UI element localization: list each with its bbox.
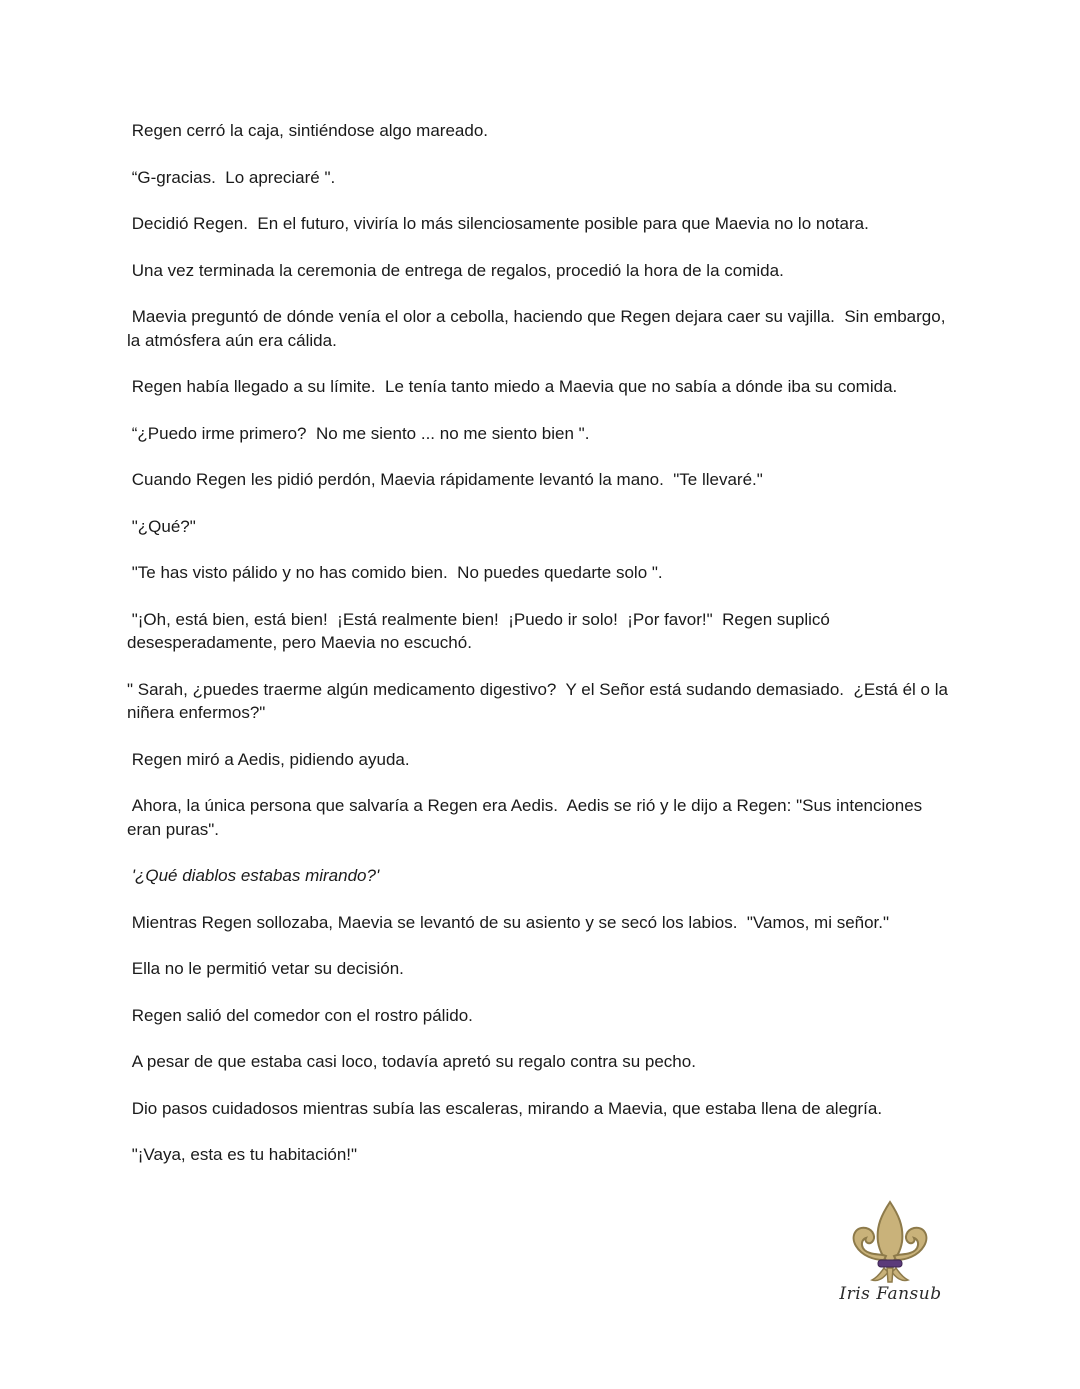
paragraph: "¿Qué?" <box>127 516 196 536</box>
paragraph: “¿Puedo irme primero? No me siento ... no me siento bien ". <box>127 423 590 443</box>
fleur-de-lis-icon <box>844 1198 936 1288</box>
paragraph: " Sarah, ¿puedes traerme algún medicamento digestivo? Y el Señor está sudando demasiado. ¿Está él o la niñera enfermos?" <box>127 679 953 722</box>
paragraph: “G-gracias. Lo apreciaré ". <box>127 167 336 187</box>
paragraph: Mientras Regen sollozaba, Maevia se levantó de su asiento y se secó los labios. "Vamos, mi señor." <box>127 912 890 932</box>
paragraph: Regen salió del comedor con el rostro pálido. <box>127 1005 473 1025</box>
paragraph: Ahora, la única persona que salvaría a Regen era Aedis. Aedis se rió y le dijo a Regen: "Sus intenciones eran puras". <box>127 796 927 839</box>
paragraph: "¡Oh, está bien, está bien! ¡Está realmente bien! ¡Puedo ir solo! ¡Por favor!" Regen suplicó desesperadamente, pero Maevia no escuchó. <box>127 609 835 652</box>
paragraph: Una vez terminada la ceremonia de entrega de regalos, procedió la hora de la comida. <box>127 260 784 280</box>
paragraph: Regen cerró la caja, sintiéndose algo mareado. <box>127 121 489 140</box>
document-body <box>127 119 957 1190</box>
paragraph: Maevia preguntó de dónde venía el olor a cebolla, haciendo que Regen dejara caer su vajilla. Sin embargo, la atmósfera aún era cálida. <box>127 307 951 350</box>
paragraph: Decidió Regen. En el futuro, viviría lo más silenciosamente posible para que Maevia no lo notara. <box>127 214 869 233</box>
paragraph: Regen miró a Aedis, pidiendo ayuda. <box>127 749 410 769</box>
paragraph: Dio pasos cuidadosos mientras subía las escaleras, mirando a Maevia, que estaba llena de alegría. <box>127 1098 883 1118</box>
paragraph: "Te has visto pálido y no has comido bien. No puedes quedarte solo ". <box>127 563 663 582</box>
paragraph: Regen había llegado a su límite. Le tenía tanto miedo a Maevia que no sabía a dónde iba su comida. <box>127 377 898 396</box>
paragraph: '¿Qué diablos estabas mirando?' <box>127 866 380 885</box>
paragraph: Ella no le permitió vetar su decisión. <box>127 959 404 978</box>
paragraph: "¡Vaya, esta es tu habitación!" <box>127 1145 358 1164</box>
paragraph: Cuando Regen les pidió perdón, Maevia rápidamente levantó la mano. "Te llevaré." <box>127 470 763 489</box>
paragraph: A pesar de que estaba casi loco, todavía apretó su regalo contra su pecho. <box>127 1052 696 1071</box>
logo-text: Iris Fansub <box>839 1284 942 1304</box>
watermark-logo <box>838 1198 943 1313</box>
